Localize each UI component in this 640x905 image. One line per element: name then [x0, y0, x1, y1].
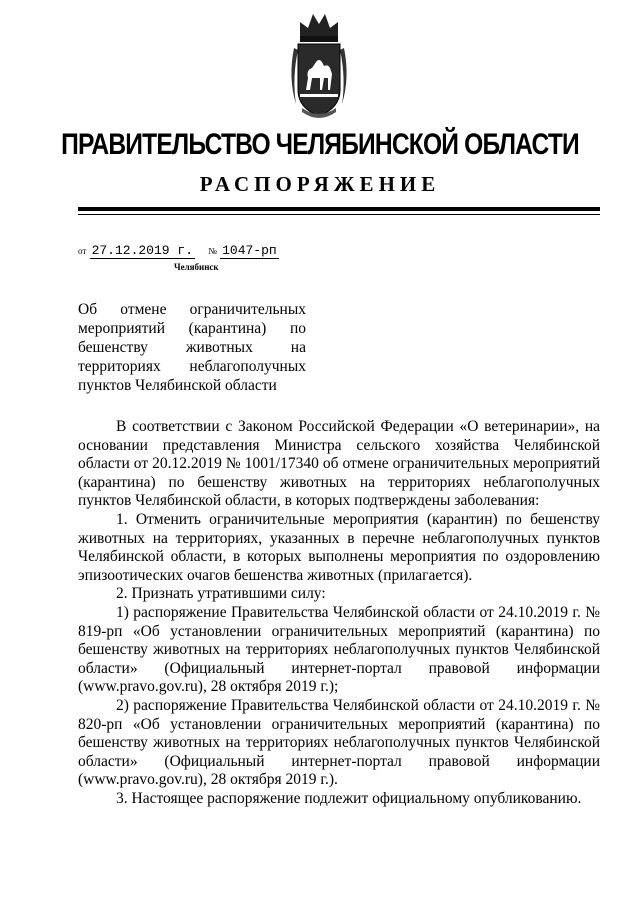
chelyabinsk-coat-of-arms-icon: [286, 8, 352, 122]
date-label: от: [78, 246, 87, 256]
government-title: ПРАВИТЕЛЬСТВО ЧЕЛЯБИНСКОЙ ОБЛАСТИ: [61, 128, 579, 161]
paragraph-item-2: 2. Признать утратившими силу:: [116, 585, 326, 603]
paragraph-item-2-2: 2) распоряжение Правительства Челябинской области от 24.10.2019 г. № 820-рп «Об установлении ограничительных мероприятий (карантина) по бешенству животных на территориях неблагополучных пунктов Челябинской области» (Официальный интернет-портал правовой информации (www.pravo.gov.ru), 28 октября 2019 г.).: [78, 696, 600, 789]
document-body: [78, 418, 600, 808]
document-number: 1047-рп: [222, 243, 277, 258]
number-label: №: [208, 246, 217, 256]
document-date: 27.12.2019 г.: [91, 243, 193, 258]
document-type-title: РАСПОРЯЖЕНИЕ: [199, 172, 441, 196]
paragraph-item-2-1: 1) распоряжение Правительства Челябинской области от 24.10.2019 г. № 819-рп «Об установлении ограничительных мероприятий (карантина) по бешенству животных на территориях неблагополучных пунктов Челябинской области» (Официальный интернет-портал правовой информации (www.pravo.gov.ru), 28 октября 2019 г.);: [78, 603, 600, 696]
paragraph-preamble: В соответствии с Законом Российской Федерации «О ветеринарии», на основании представления Министра сельского хозяйства Челябинской области от 20.12.2019 № 1001/17340 об отмене ограничительных мероприятий (карантина) по бешенству животных на территориях неблагополучных пунктов Челябинской области, в которых подтверждены заболевания:: [78, 418, 600, 510]
paragraph-item-1: 1. Отменить ограничительные мероприятия (карантин) по бешенству животных на территориях, указанных в перечне неблагополучных пунктов Челябинской области, в которых выполнены мероприятия по оздоровлению эпизоотических очагов бешенства животных (прилагается).: [78, 510, 600, 584]
header-divider-thick: [78, 207, 600, 211]
header-divider-thin: [78, 214, 600, 215]
document-city: Челябинск: [174, 262, 219, 272]
document-subject: Об отмене ограничительных мероприятий (карантина) по бешенству животных на территориях неблагополучных пунктов Челябинской области: [78, 301, 306, 394]
paragraph-item-3: 3. Настоящее распоряжение подлежит официальному опубликованию.: [116, 789, 582, 807]
document-meta: [78, 242, 279, 259]
